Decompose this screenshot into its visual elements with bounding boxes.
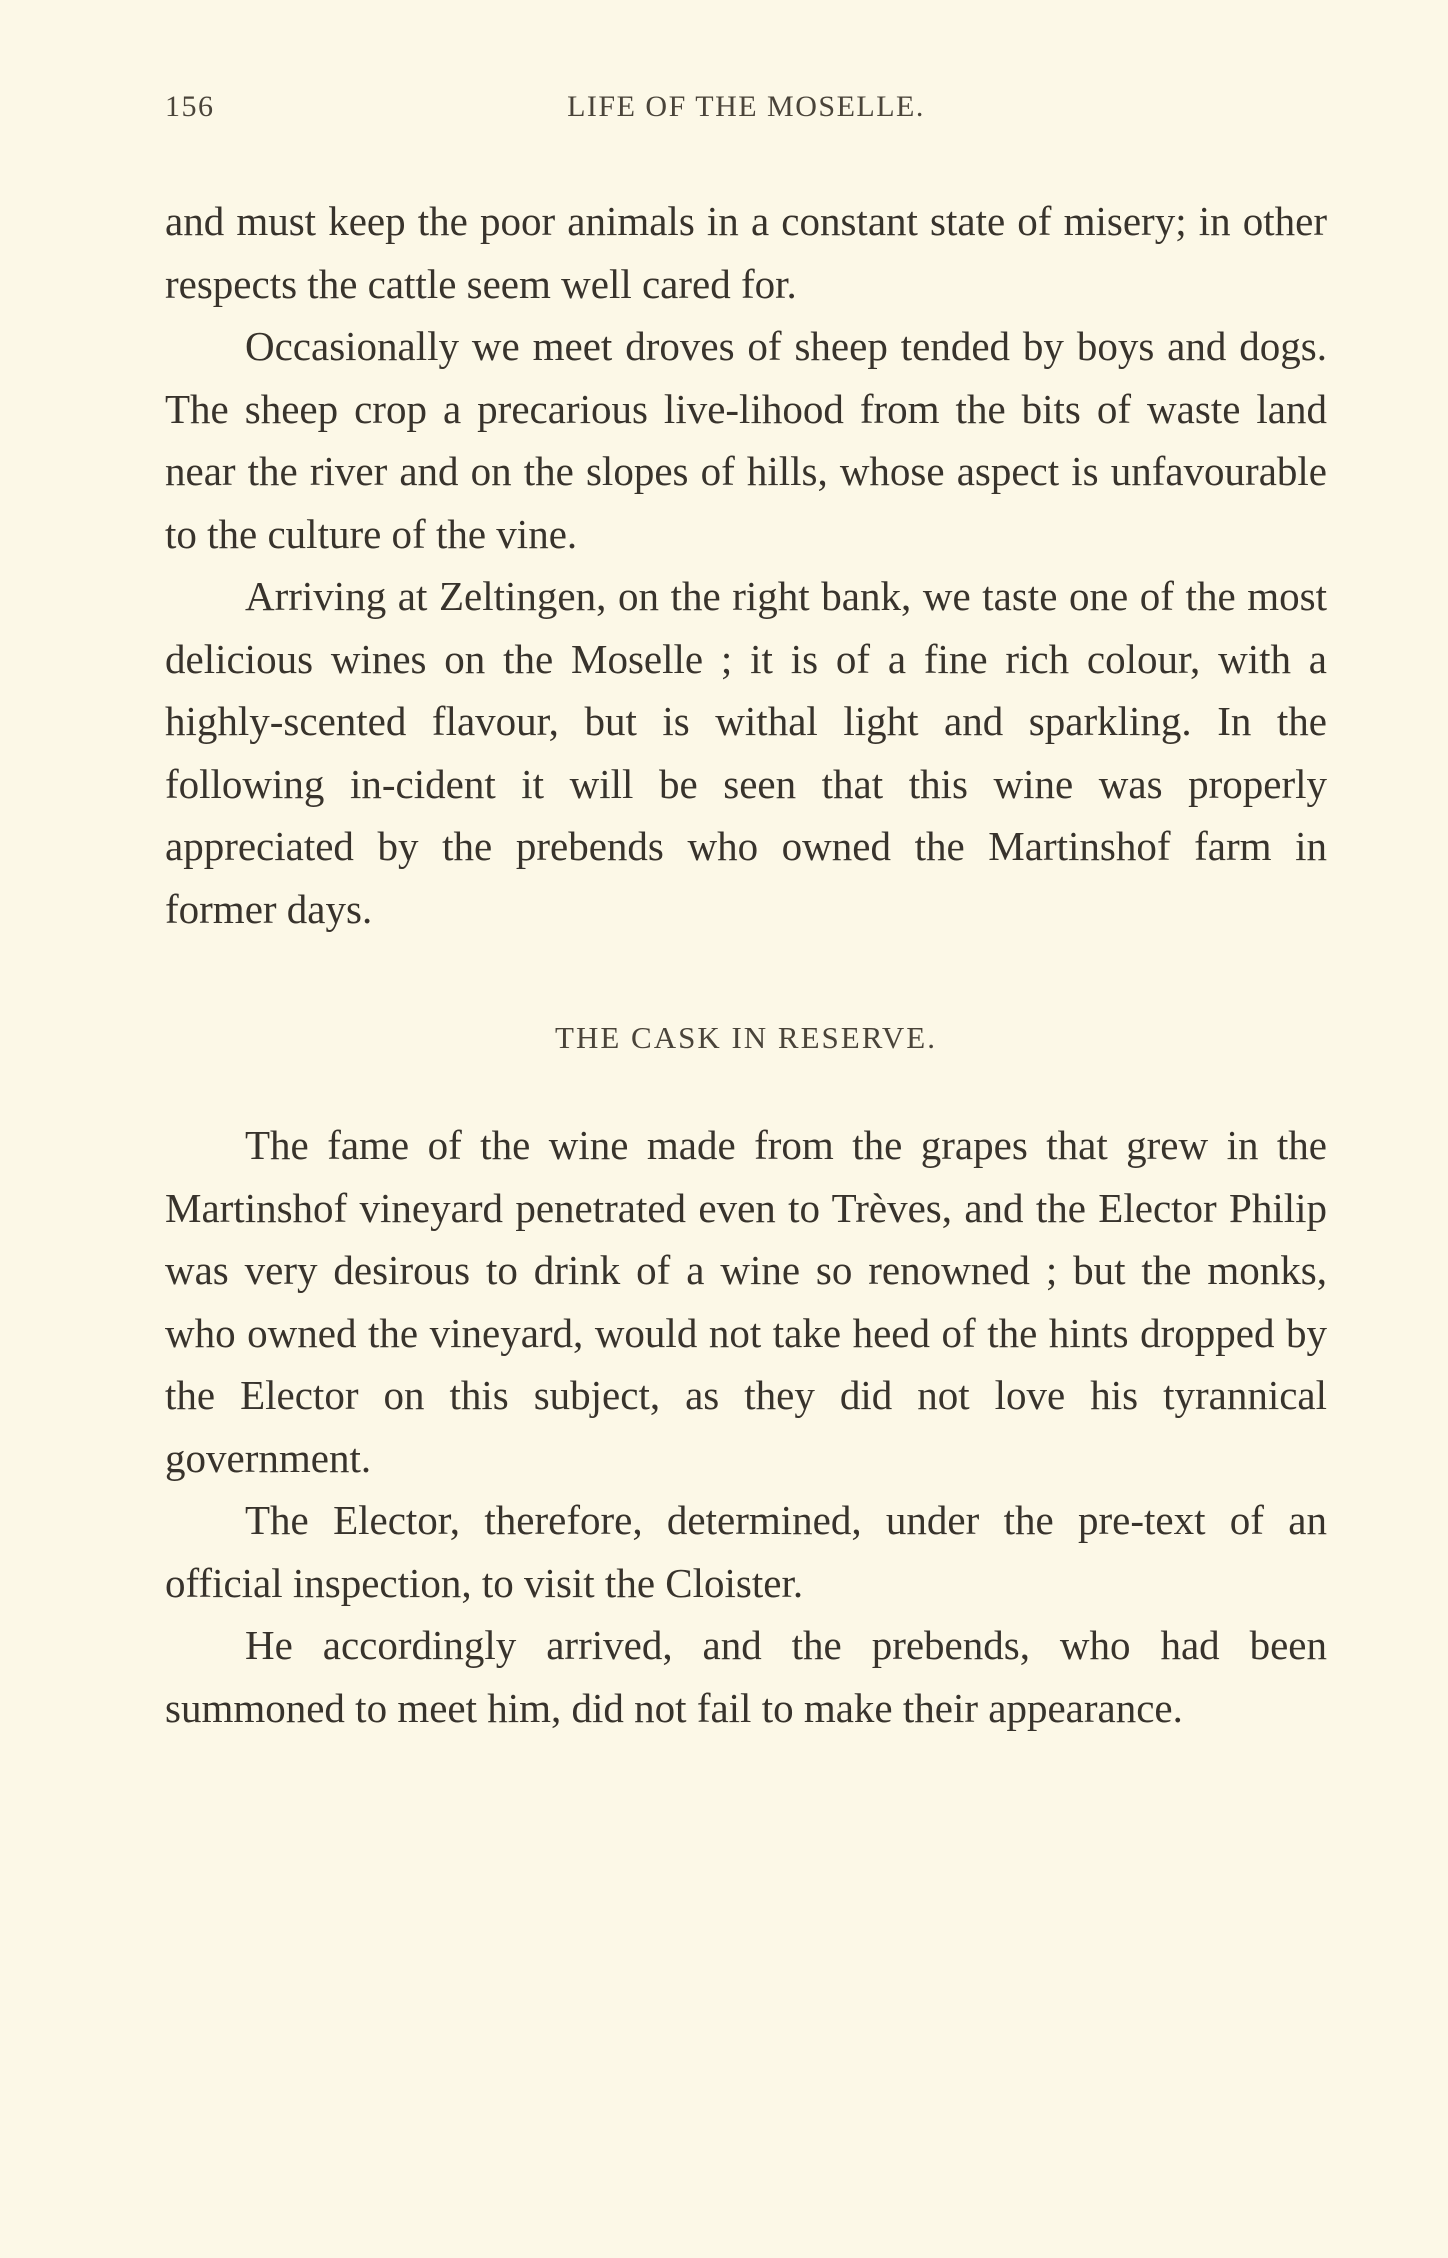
paragraph: and must keep the poor animals in a constant state of misery; in other respects the cattle seem well cared for. — [165, 198, 1327, 307]
body-text — [165, 190, 1327, 1739]
paragraph: The Elector, therefore, determined, under the pre-text of an official inspection, to visit the Cloister. — [165, 1497, 1327, 1606]
paragraph: Occasionally we meet droves of sheep tended by boys and dogs. The sheep crop a precarious live-lihood from the bits of waste land near the river and on the slopes of hills, whose aspect is unfavourable to the culture of the vine. — [165, 323, 1327, 557]
page-number: 156 — [165, 90, 215, 123]
paragraph: Arriving at Zeltingen, on the right bank, we taste one of the most delicious wines on the Moselle ; it is of a fine rich colour, with a highly-scented flavour, but is withal light and sparkling. In the following in-cident it will be seen that this wine was properly appreciated by the prebends who owned the Martinshof farm in former days. — [165, 573, 1327, 932]
paragraph: The fame of the wine made from the grapes that grew in the Martinshof vineyard penetrated even to Trèves, and the Elector Philip was very desirous to drink of a wine so renowned ; but the monks, who owned the vineyard, would not take heed of the hints dropped by the Elector on this subject, as they did not love his tyrannical government. — [165, 1122, 1327, 1481]
running-head — [165, 90, 1327, 130]
running-title: LIFE OF THE MOSELLE. — [567, 90, 925, 123]
book-page — [165, 90, 1327, 1739]
paragraph: He accordingly arrived, and the prebends, who had been summoned to meet him, did not fail to make their appearance. — [165, 1622, 1327, 1731]
section-heading: THE CASK IN RESERVE. — [555, 1020, 937, 1055]
